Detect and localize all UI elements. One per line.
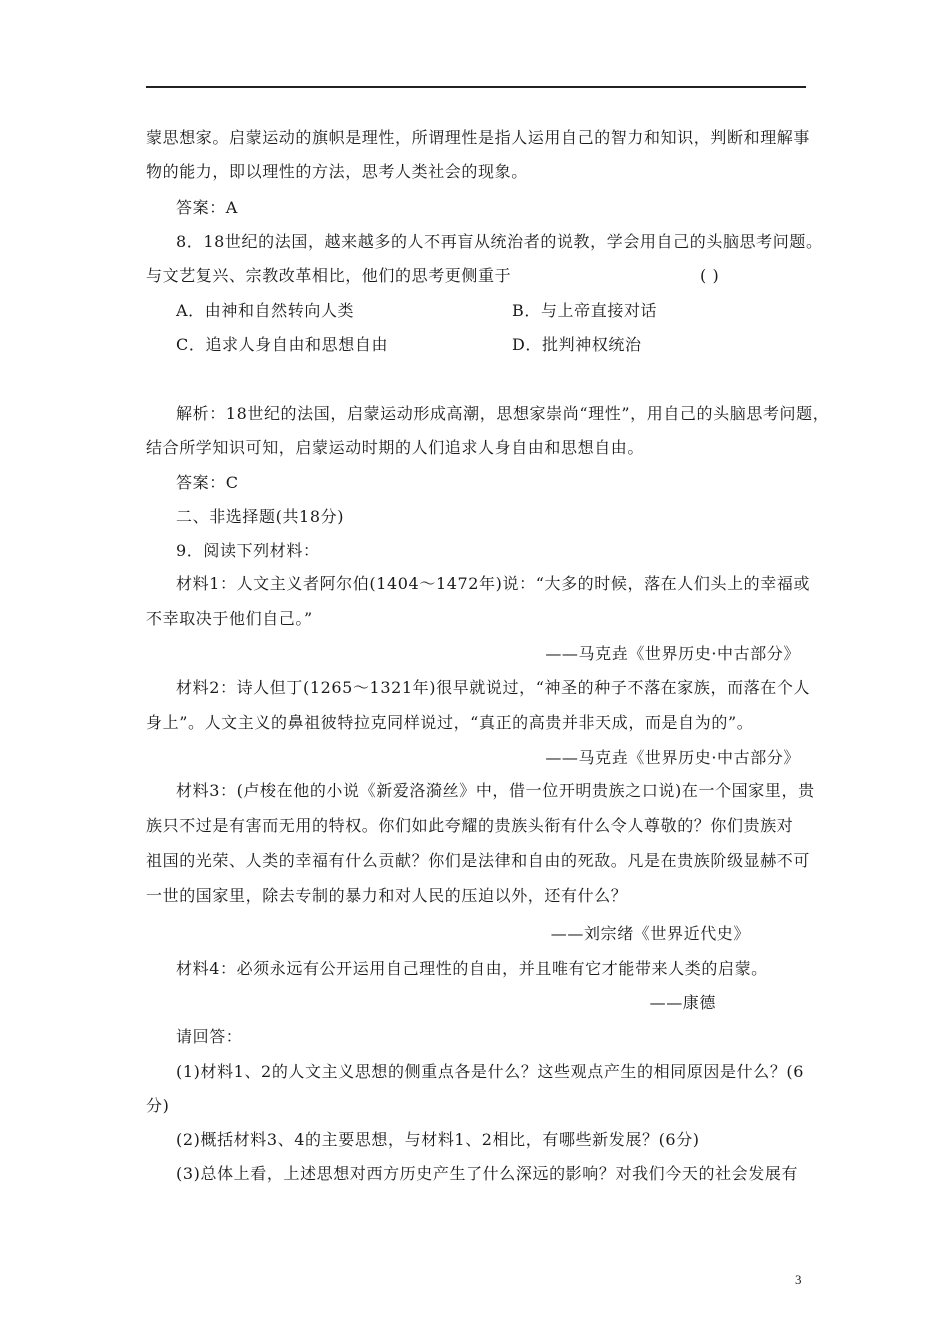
material-2-line: 材料2：诗人但丁(1265～1321年)很早就说过，“神圣的种子不落在家族，而落在个人 [176, 678, 811, 697]
sub-question-3: (3)总体上看，上述思想对西方历史产生了什么深远的影响？对我们今天的社会发展有 [176, 1164, 799, 1183]
paragraph-line: 蒙思想家。启蒙运动的旗帜是理性，所谓理性是指人运用自己的智力和知识，判断和理解事 [146, 128, 811, 147]
material-1-line: 材料1：人文主义者阿尔伯(1404～1472年)说：“大多的时候，落在人们头上的幸福或 [176, 574, 811, 593]
paragraph-line: 物的能力，即以理性的方法，思考人类社会的现象。 [146, 162, 528, 181]
material-3-line: 材料3：(卢梭在他的小说《新爱洛漪丝》中，借一位开明贵族之口说)在一个国家里，贵 [176, 781, 815, 800]
material-4-line: 材料4：必须永远有公开运用自己理性的自由，并且唯有它才能带来人类的启蒙。 [176, 959, 768, 978]
material-2-source: ——马克垚《世界历史·中古部分》 [545, 748, 800, 767]
material-1-line: 不幸取决于他们自己。” [146, 609, 313, 628]
material-3-line: 祖国的光荣、人类的幸福有什么贡献？你们是法律和自由的死敌。凡是在贵族阶级显赫不可 [146, 851, 811, 870]
analysis-line: 结合所学知识可知，启蒙运动时期的人们追求人身自由和思想自由。 [146, 438, 645, 457]
material-3-source: ——刘宗绪《世界近代史》 [550, 924, 750, 943]
option-a: A．由神和自然转向人类 [176, 301, 355, 320]
sub-question-1: (1)材料1、2的人文主义思想的侧重点各是什么？这些观点产生的相同原因是什么？(6 [176, 1062, 805, 1081]
material-1-source: ——马克垚《世界历史·中古部分》 [545, 644, 800, 663]
material-2-line: 身上”。人文主义的鼻祖彼特拉克同样说过，“真正的高贵并非天成，而是自为的”。 [146, 713, 754, 732]
option-b: B．与上帝直接对话 [512, 301, 658, 320]
sub-question-2: (2)概括材料3、4的主要思想，与材料1、2相比，有哪些新发展？(6分) [176, 1130, 700, 1149]
answer-line: 答案：C [176, 473, 239, 492]
option-c: C．追求人身自由和思想自由 [176, 335, 389, 354]
question-8-stem: 8．18世纪的法国，越来越多的人不再盲从统治者的说教，学会用自己的头脑思考问题。 [176, 232, 823, 251]
material-4-source: ——康德 [649, 993, 716, 1012]
sub-question-1: 分) [146, 1096, 170, 1115]
material-3-line: 族只不过是有害而无用的特权。你们如此夸耀的贵族头衔有什么令人尊敬的？你们贵族对 [146, 816, 794, 835]
answer-line: 答案：A [176, 198, 238, 217]
material-3-line: 一世的国家里，除去专制的暴力和对人民的压迫以外，还有什么？ [146, 886, 628, 905]
answer-bracket: ( ) [700, 266, 720, 285]
analysis-line: 解析：18世纪的法国，启蒙运动形成高潮，思想家崇尚“理性”，用自己的头脑思考问题， [176, 404, 830, 423]
question-9-intro: 9．阅读下列材料： [176, 541, 320, 560]
option-d: D．批判神权统治 [512, 335, 642, 354]
question-8-stem: 与文艺复兴、宗教改革相比，他们的思考更侧重于 [146, 266, 512, 285]
page-number: 3 [795, 1272, 802, 1287]
header-rule [146, 86, 806, 88]
prompt-line: 请回答： [176, 1027, 243, 1046]
section-title: 二、非选择题(共18分) [176, 507, 345, 526]
